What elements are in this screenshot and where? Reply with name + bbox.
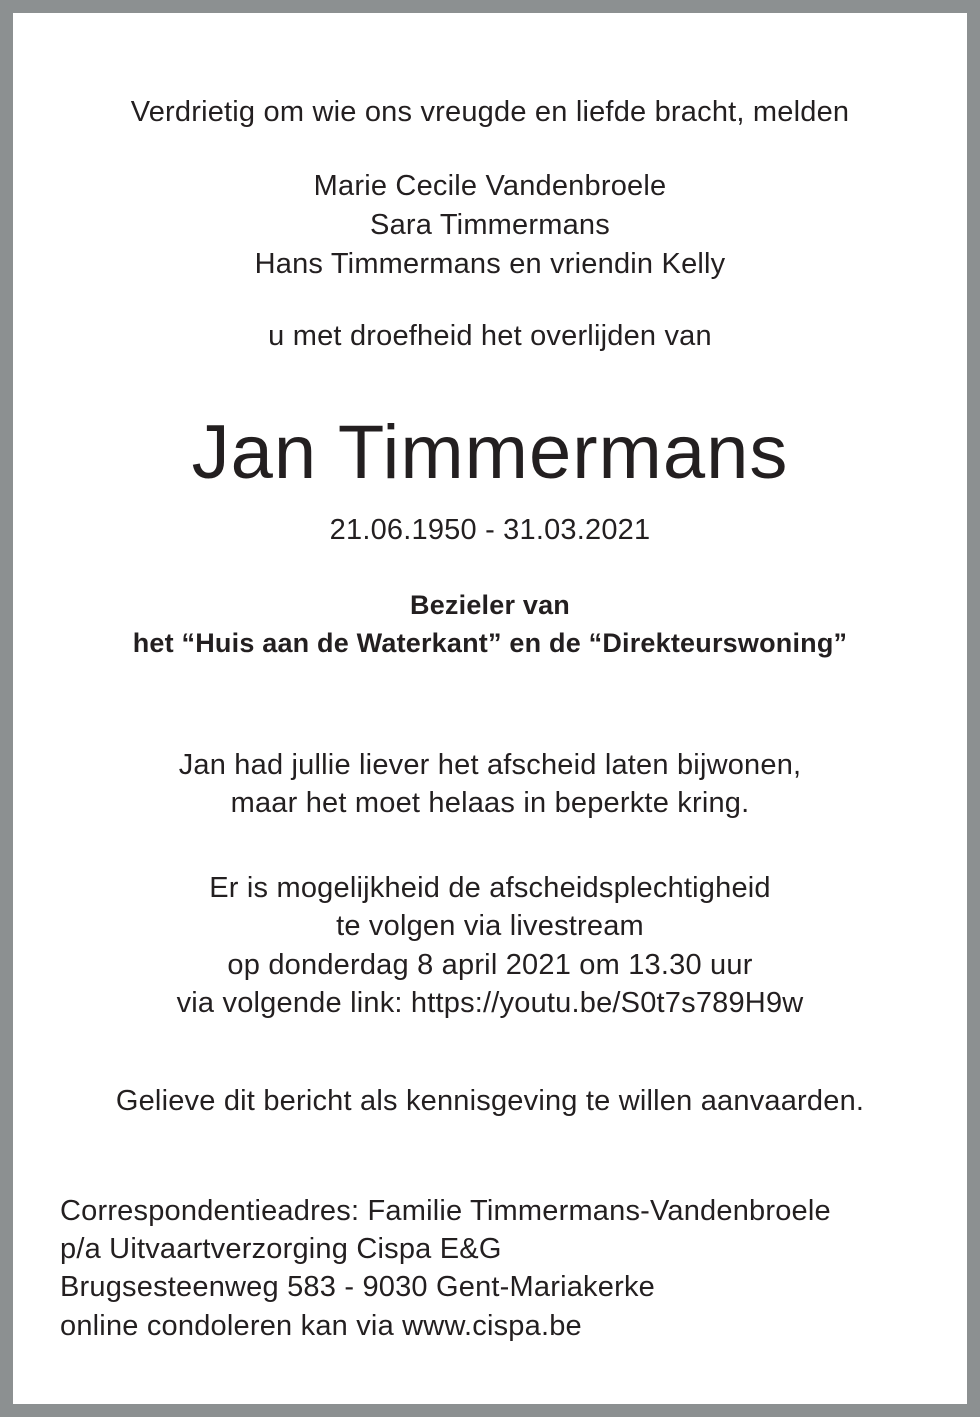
family-member-3: Hans Timmermans en vriendin Kelly: [254, 248, 726, 280]
livestream-line-1: Er is mogelijkheid de afscheidsplechtigheid: [209, 872, 771, 904]
livestream-line-3: op donderdag 8 april 2021 om 13.30 uur: [227, 949, 753, 981]
correspondence-line-1: Correspondentieadres: Familie Timmermans-Vandenbroele: [60, 1195, 831, 1227]
intro-text: Verdrietig om wie ons vreugde en liefde bracht, melden: [130, 96, 850, 128]
deceased-name: Jan Timmermans: [191, 410, 789, 495]
family-member-1: Marie Cecile Vandenbroele: [313, 170, 667, 202]
correspondence-line-3: Brugsesteenweg 583 - 9030 Gent-Mariakerke: [60, 1271, 655, 1303]
livestream-link-line: via volgende link: https://youtu.be/S0t7s789H9w: [176, 987, 804, 1019]
tribute-line-1: Bezieler van: [410, 590, 570, 620]
family-member-2: Sara Timmermans: [370, 209, 610, 241]
ceremony-note-line-2: maar het moet helaas in beperkte kring.: [230, 787, 750, 819]
condolence-line: online condoleren kan via www.cispa.be: [60, 1310, 582, 1342]
life-dates: 21.06.1950 - 31.03.2021: [329, 514, 651, 546]
notice-text: Gelieve dit bericht als kennisgeving te willen aanvaarden.: [115, 1085, 865, 1117]
tribute-line-2: het “Huis aan de Waterkant” en de “Direkteurswoning”: [132, 628, 848, 658]
correspondence-line-2: p/a Uitvaartverzorging Cispa E&G: [60, 1233, 502, 1265]
livestream-line-2: te volgen via livestream: [336, 910, 644, 942]
ceremony-note-line-1: Jan had jullie liever het afscheid laten bijwonen,: [178, 749, 802, 781]
message-text: u met droefheid het overlijden van: [268, 320, 712, 352]
